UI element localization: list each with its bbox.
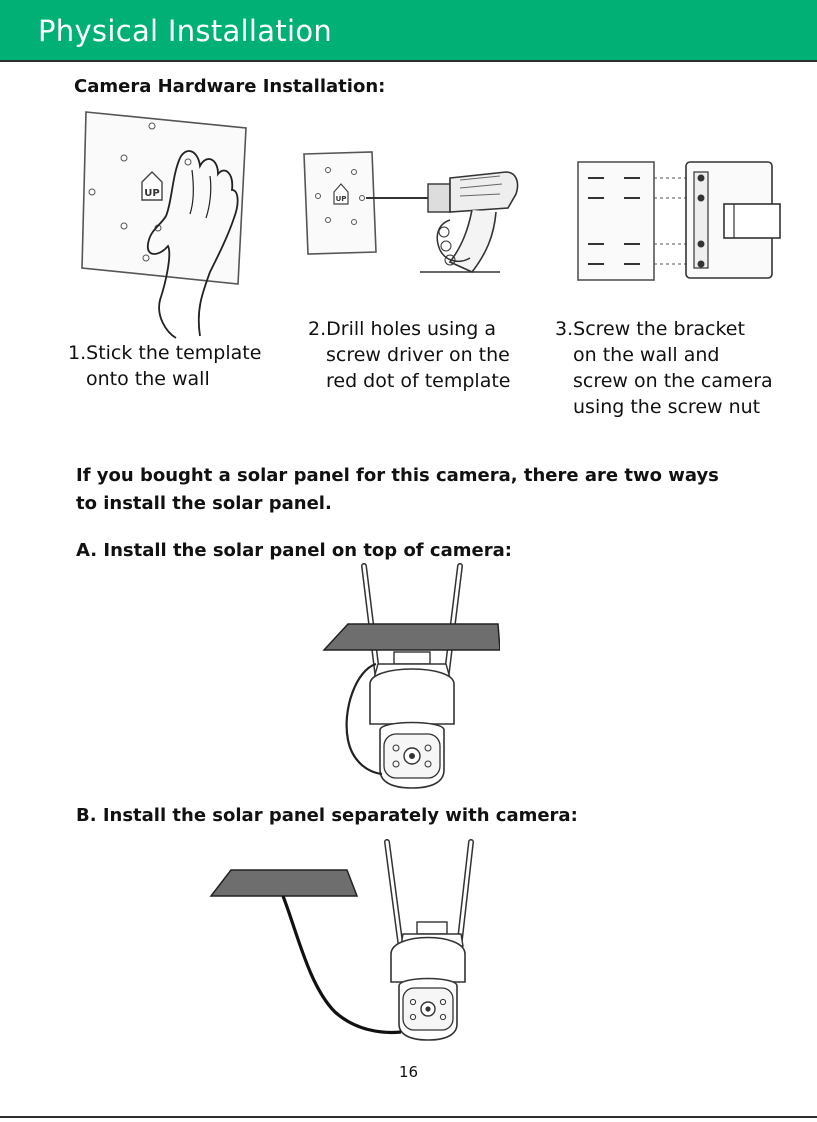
step-1-line-2: onto the wall (86, 368, 210, 390)
step-3-caption (555, 316, 773, 420)
step-2-line-1: 2.Drill holes using a (308, 318, 497, 340)
step-3-line-3: screw on the camera (573, 370, 773, 392)
template-up-label: UP (144, 188, 160, 199)
step-3-line-1: 3.Screw the bracket (555, 318, 745, 340)
page-number: 16 (398, 1063, 419, 1081)
step-1-caption (68, 340, 261, 392)
camera-with-top-solar-panel (320, 560, 500, 792)
page-title: Physical Installation (38, 14, 333, 48)
template-up-label-2: UP (335, 195, 347, 203)
step-2-caption (308, 316, 510, 394)
solar-intro (76, 462, 719, 518)
option-a-heading: A. Install the solar panel on top of camera: (76, 540, 512, 561)
step-3-line-4: using the screw nut (573, 396, 761, 418)
option-b-heading: B. Install the solar panel separately with camera: (76, 805, 578, 826)
bracket-mount-illustration (574, 158, 784, 288)
solar-intro-line-2: to install the solar panel. (76, 493, 332, 514)
step-3-line-2: on the wall and (573, 344, 720, 366)
footer-divider (0, 1116, 817, 1118)
solar-intro-line-1: If you bought a solar panel for this camera, there are two ways (76, 465, 719, 486)
step-2-line-2: screw driver on the (326, 344, 510, 366)
drill-holes-illustration (300, 150, 530, 280)
template-on-wall-illustration (68, 106, 278, 346)
camera-with-separate-solar-panel (205, 836, 495, 1046)
header-divider (0, 60, 817, 62)
hardware-heading: Camera Hardware Installation: (74, 76, 386, 97)
step-2-line-3: red dot of template (326, 370, 511, 392)
step-1-line-1: 1.Stick the template (68, 342, 262, 364)
